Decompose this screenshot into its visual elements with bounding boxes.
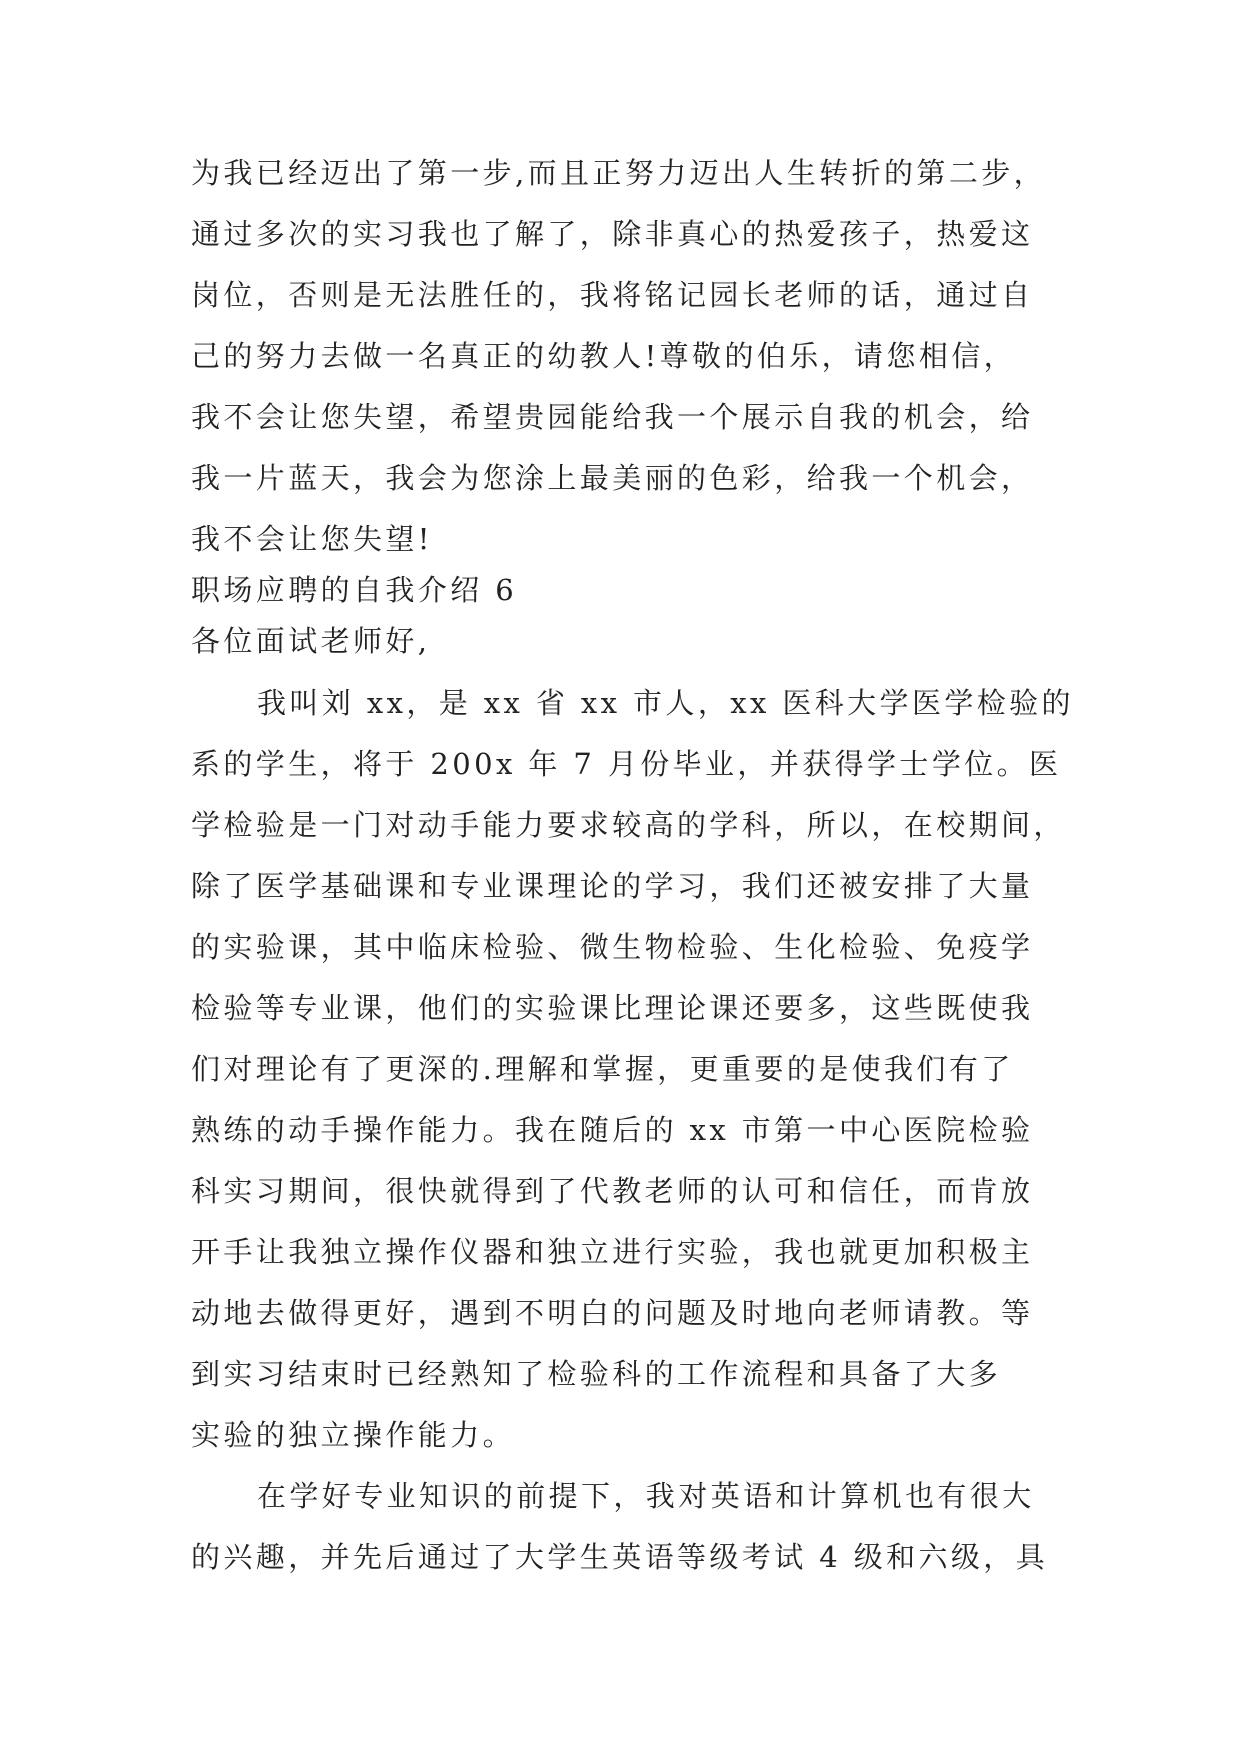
text-line: 科实习期间，很快就得到了代教老师的认可和信任，而肯放 <box>191 1174 1034 1208</box>
paragraph-first-line: 我叫刘 xx，是 xx 省 xx 市人，xx 医科大学医学检验的 <box>257 686 1074 720</box>
text-line: 实验的独立操作能力。 <box>191 1418 516 1452</box>
section-heading: 职场应聘的自我介绍 6 <box>191 573 518 607</box>
paragraph-first-line: 在学好专业知识的前提下，我对英语和计算机也有很大 <box>257 1479 1035 1513</box>
text-line: 岗位，否则是无法胜任的，我将铭记园长老师的话，通过自 <box>191 278 1034 312</box>
text-line: 到实习结束时已经熟知了检验科的工作流程和具备了大多 <box>191 1357 1002 1391</box>
text-line: 己的努力去做一名真正的幼教人!尊敬的伯乐，请您相信， <box>191 339 1017 373</box>
text-line: 检验等专业课，他们的实验课比理论课还要多，这些既使我 <box>191 991 1034 1025</box>
text-line: 的兴趣，并先后通过了大学生英语等级考试 4 级和六级，具 <box>191 1540 1049 1574</box>
text-line: 通过多次的实习我也了解了，除非真心的热爱孩子，热爱这 <box>191 217 1034 251</box>
text-line: 我一片蓝天，我会为您涂上最美丽的色彩，给我一个机会， <box>191 461 1034 495</box>
text-line: 我不会让您失望，希望贵园能给我一个展示自我的机会，给 <box>191 400 1034 434</box>
text-line: 我不会让您失望! <box>191 522 433 556</box>
text-line: 的实验课，其中临床检验、微生物检验、生化检验、免疫学 <box>191 930 1034 964</box>
text-line: 为我已经迈出了第一步,而且正努力迈出人生转折的第二步， <box>191 156 1047 190</box>
text-line: 动地去做得更好，遇到不明白的问题及时地向老师请教。等 <box>191 1296 1034 1330</box>
text-line: 学检验是一门对动手能力要求较高的学科，所以，在校期间， <box>191 808 1066 842</box>
text-line: 开手让我独立操作仪器和独立进行实验，我也就更加积极主 <box>191 1235 1034 1269</box>
text-line: 熟练的动手操作能力。我在随后的 xx 市第一中心医院检验 <box>191 1113 1034 1147</box>
text-line: 除了医学基础课和专业课理论的学习，我们还被安排了大量 <box>191 869 1034 903</box>
text-line: 们对理论有了更深的.理解和掌握，更重要的是使我们有了 <box>191 1052 1014 1086</box>
salutation: 各位面试老师好, <box>191 624 431 658</box>
text-line: 系的学生，将于 200x 年 7 月份毕业，并获得学士学位。医 <box>191 747 1062 781</box>
